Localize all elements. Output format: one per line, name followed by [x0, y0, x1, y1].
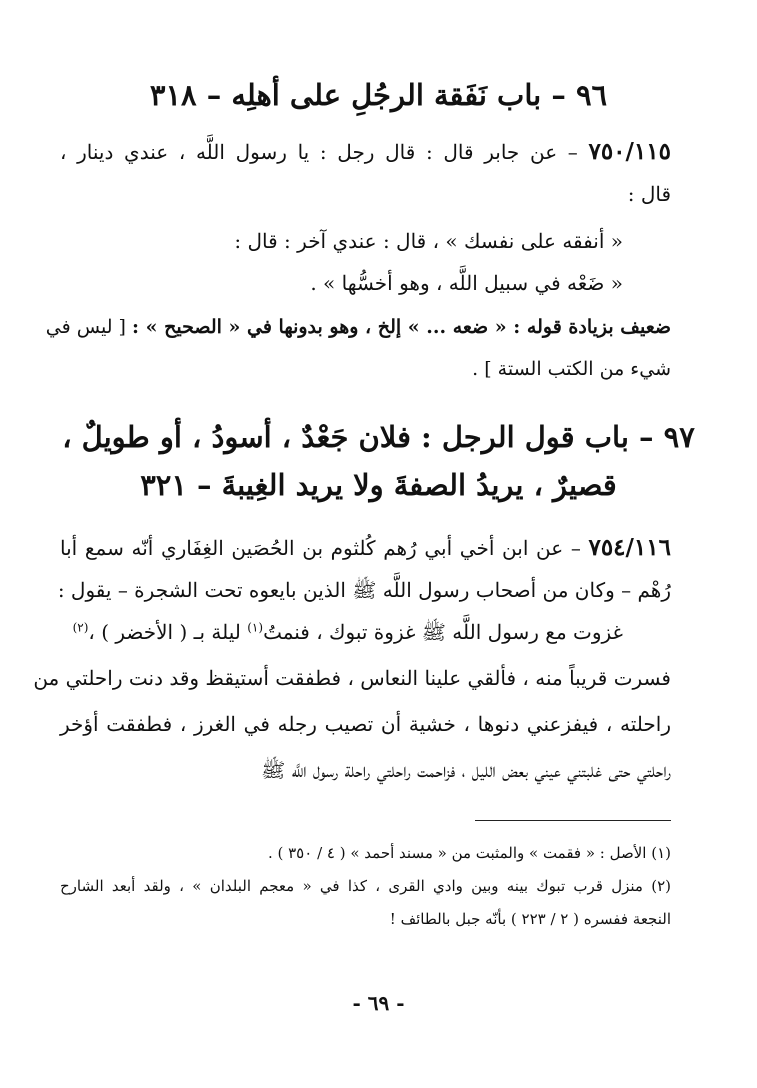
chapter-96-title: ٩٦ – باب نَفَقة الرجُلِ على أهلِه – ٣١٨ — [149, 78, 608, 112]
hadith-116-line-3 — [60, 617, 623, 647]
grading-115-line-2: شيء من الكتب الستة ] . — [472, 358, 671, 380]
footnote-ref-1[interactable]: (١) — [247, 620, 264, 635]
footnote-ref-2[interactable]: (٢) — [72, 620, 89, 635]
hadith-115-line-1 — [60, 137, 671, 167]
footnote-2-line-2: النجعة ففسره ( ٢ / ٢٢٣ ) بأنّه جبل بالطائف ! — [389, 910, 671, 928]
hadith-116-text-1: – عن ابن أخي أبي رُهم كُلثوم بن الحُصَين الغِفَاري أنّه سمع أبا — [60, 536, 589, 560]
hadith-115-number: ٧٥٠/١١٥ — [588, 138, 671, 165]
footnote-1: (١) الأصل : « فقمت » والمثبت من « مسند أحمد » ( ٤ / ٣٥٠ ) . — [267, 844, 671, 862]
hadith-115-line-3: « أنفقه على نفسك » ، قال : عندي آخر : قال : — [234, 229, 623, 253]
page-number: - ٦٩ - — [352, 991, 405, 1015]
hadith-115-line-4: « ضَعْه في سبيل اللَّه ، وهو أخسُّها » . — [310, 271, 623, 295]
footnote-2-line-1: (٢) منزل قرب تبوك بينه وبين وادي القرى ، كذا في « معجم البلدان » ، ولقد أبعد الشارح — [60, 877, 671, 895]
footnote-divider — [475, 820, 671, 821]
hadith-116-line-4: فسرت قريباً منه ، فألقي علينا النعاس ، فطفقت أستيقظ وقد دنت راحلتي من — [33, 666, 671, 690]
grading-115-plain: [ ليس في — [45, 316, 132, 338]
grading-115-bold: ضعيف بزيادة قوله : « ضعه ... » إلخ ، وهو بدونها في « الصحيح » : — [131, 316, 671, 338]
hadith-116-line-2: رُهْم – وكان من أصحاب رسول اللَّه ﷺ الذين بايعوه تحت الشجرة – يقول : — [57, 578, 671, 602]
grading-115-line-1 — [45, 312, 671, 342]
hadith-116-text-3a: غزوت مع رسول اللَّه ﷺ غزوة تبوك ، فنمتُ — [263, 620, 623, 644]
chapter-97-title-line-2: قصيرٌ ، يريدُ الصفةَ ولا يريد الغِيبةَ – ٣٢١ — [140, 468, 617, 502]
hadith-116-text-3b: ليلة بـ ( الأخضر ) ، — [88, 620, 248, 644]
hadith-116-line-1 — [60, 533, 671, 563]
chapter-97-title-line-1: ٩٧ – باب قول الرجل : فلان جَعْدٌ ، أسودُ ، أو طويلٌ ، — [62, 420, 695, 454]
hadith-115-line-2: قال : — [627, 182, 671, 206]
hadith-116-number: ٧٥٤/١١٦ — [588, 534, 671, 561]
hadith-116-line-6: راحلتي حتى غلبتني عيني بعض الليل ، فزاحمت راحلتي راحلة رسول اللَّه ﷺ — [261, 758, 671, 782]
hadith-116-line-5: راحلته ، فيفزعني دنوها ، خشية أن تصيب رجله في الغرز ، فطفقت أؤخر — [60, 712, 671, 736]
hadith-115-text-1: – عن جابر قال : قال رجل : يا رسول اللَّه ، عندي دينار ، — [60, 140, 589, 164]
